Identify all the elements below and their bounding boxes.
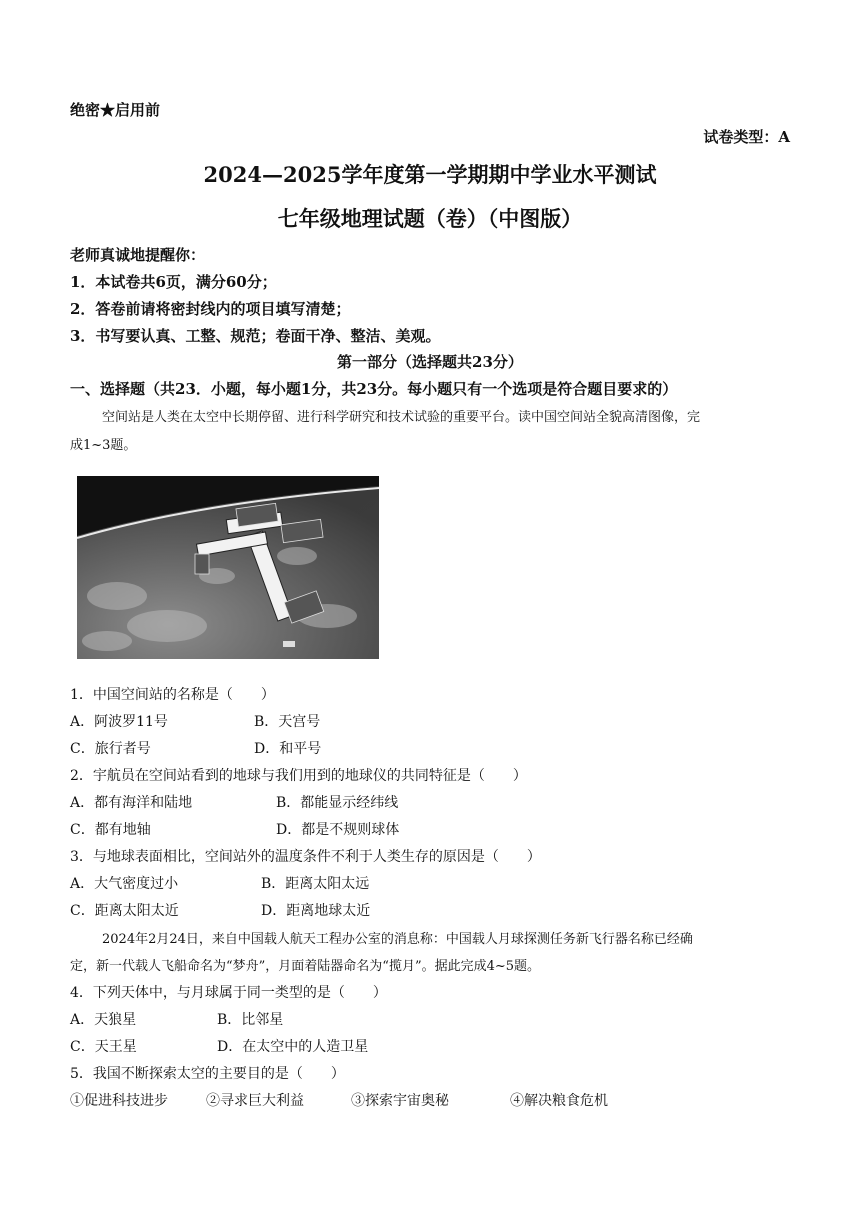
q4-option-d: D．在太空中的人造卫星: [217, 1039, 369, 1055]
q3-option-d: D．距离地球太近: [261, 903, 371, 919]
q3-option-b: B．距离太阳太远: [261, 876, 370, 892]
space-station-photo: [77, 476, 379, 659]
part1-heading: 第一部分（选择题共23分）: [337, 353, 523, 371]
exam-title: 2024—2025学年度第一学期期中学业水平测试: [203, 162, 657, 187]
q4-option-a: A．天狼星: [70, 1012, 137, 1028]
q2-option-b: B．都能显示经纬线: [276, 795, 399, 811]
q3-stem: 3．与地球表面相比，空间站外的温度条件不利于人类生存的原因是（ ）: [70, 849, 541, 865]
q2-option-c: C．都有地轴: [70, 822, 151, 838]
exam-subtitle: 七年级地理试题（卷）（中图版）: [277, 206, 583, 231]
notice-item: 3．书写要认真、工整、规范；卷面干净、整洁、美观。: [70, 327, 441, 345]
q5-option-3: ③探索宇宙奥秘: [351, 1093, 449, 1109]
q4-option-b: B．比邻星: [217, 1012, 284, 1028]
q1-option-c: C．旅行者号: [70, 741, 151, 757]
q3-option-c: C．距离太阳太近: [70, 903, 179, 919]
q4-option-c: C．天王星: [70, 1039, 137, 1055]
q1-option-d: D．和平号: [254, 741, 322, 757]
section-heading: 一、选择题（共23．小题，每小题1分，共23分。每小题只有一个选项是符合题目要求的）: [70, 380, 678, 398]
q2-stem: 2．宇航员在空间站看到的地球与我们用到的地球仪的共同特征是（ ）: [70, 768, 527, 784]
q3-option-a: A．大气密度过小: [70, 876, 179, 892]
notice-item: 2．答卷前请将密封线内的项目填写清楚；: [70, 300, 351, 318]
q2-option-a: A．都有海洋和陆地: [70, 795, 193, 811]
passage-line: 空间站是人类在太空中长期停留、进行科学研究和技术试验的重要平台。读中国空间站全貌高清图像，完: [102, 410, 701, 425]
passage-line: 成1~3题。: [70, 438, 137, 453]
q2-option-d: D．都是不规则球体: [276, 822, 400, 838]
secret-label: 绝密★启用前: [70, 101, 161, 119]
passage-line: 定，新一代载人飞船命名为“梦舟”，月面着陆器命名为“揽月”。据此完成4~5题。: [70, 959, 541, 974]
q1-stem: 1．中国空间站的名称是（ ）: [70, 687, 275, 703]
notice-heading: 老师真诚地提醒你：: [70, 246, 206, 264]
q1-option-b: B．天宫号: [254, 714, 321, 730]
q4-stem: 4．下列天体中，与月球属于同一类型的是（ ）: [70, 985, 387, 1001]
paper-type-label: 试卷类型：A: [703, 128, 790, 146]
q1-option-a: A．阿波罗11号: [70, 714, 168, 730]
notice-item: 1．本试卷共6页，满分60分；: [70, 273, 277, 291]
q5-option-4: ④解决粮食危机: [510, 1093, 608, 1109]
space-station-illustration: [77, 476, 379, 659]
q5-option-1: ①促进科技进步: [70, 1093, 168, 1109]
q5-option-2: ②寻求巨大利益: [206, 1093, 304, 1109]
passage-line: 2024年2月24日，来自中国载人航天工程办公室的消息称：中国载人月球探测任务新飞行器名称已经确: [102, 932, 693, 947]
q5-stem: 5．我国不断探索太空的主要目的是（ ）: [70, 1066, 345, 1082]
